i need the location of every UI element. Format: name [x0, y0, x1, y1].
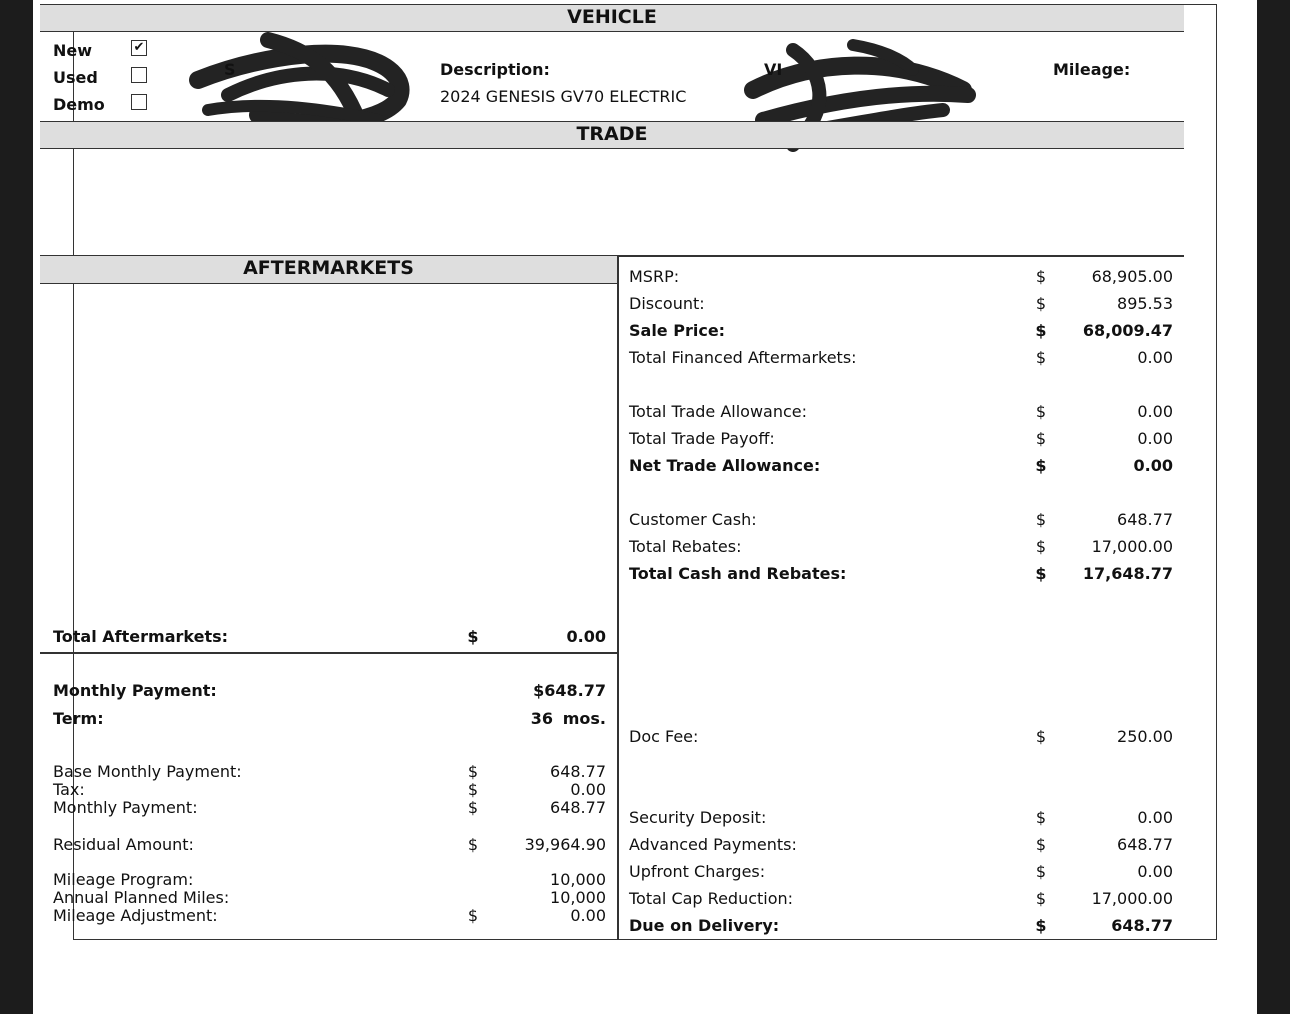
- breakdown-currency-monthly: $: [467, 798, 479, 817]
- monthly-payment-value: $648.77: [533, 681, 606, 700]
- discount-label: Discount:: [629, 294, 705, 313]
- breakdown-value-base: 648.77: [550, 762, 606, 781]
- column-divider: [617, 256, 619, 940]
- total-rebates-value: 17,000.00: [1091, 537, 1173, 556]
- mileage-program-label: Mileage Program:: [53, 870, 194, 889]
- residual-label: Residual Amount:: [53, 835, 194, 854]
- advanced-payments-value: 648.77: [1117, 835, 1173, 854]
- breakdown-label-monthly: Monthly Payment:: [53, 798, 198, 817]
- advanced-payments-label: Advanced Payments:: [629, 835, 797, 854]
- msrp-value: 68,905.00: [1091, 267, 1173, 286]
- discount-currency: $: [1035, 294, 1047, 313]
- vin-label: VI: [764, 60, 783, 79]
- cash-rebates-currency: $: [1035, 564, 1047, 583]
- breakdown-currency-tax: $: [467, 780, 479, 799]
- cap-reduction-value: 17,000.00: [1091, 889, 1173, 908]
- condition-checkbox-used[interactable]: [131, 67, 147, 83]
- vehicle-section-header: VEHICLE: [40, 4, 1184, 32]
- trade-section-header: TRADE: [40, 121, 1184, 149]
- trade-payoff-label: Total Trade Payoff:: [629, 429, 775, 448]
- cash-rebates-value: 17,648.77: [1082, 564, 1173, 583]
- mileage-adjustment-currency: $: [467, 906, 479, 925]
- breakdown-value-monthly: 648.77: [550, 798, 606, 817]
- condition-label-used: Used: [53, 68, 98, 87]
- mileage-label: Mileage:: [1053, 60, 1131, 79]
- condition-checkbox-demo[interactable]: [131, 94, 147, 110]
- breakdown-label-tax: Tax:: [53, 780, 85, 799]
- mileage-adjustment-label: Mileage Adjustment:: [53, 906, 218, 925]
- trade-payoff-currency: $: [1035, 429, 1047, 448]
- net-trade-currency: $: [1035, 456, 1047, 475]
- cap-reduction-currency: $: [1035, 889, 1047, 908]
- due-on-delivery-value: 648.77: [1111, 916, 1173, 935]
- customer-cash-value: 648.77: [1117, 510, 1173, 529]
- financed-aftermarkets-label: Total Financed Aftermarkets:: [629, 348, 857, 367]
- security-deposit-currency: $: [1035, 808, 1047, 827]
- description-label: Description:: [440, 60, 550, 79]
- doc-fee-currency: $: [1035, 727, 1047, 746]
- doc-fee-value: 250.00: [1117, 727, 1173, 746]
- security-deposit-value: 0.00: [1137, 808, 1173, 827]
- financed-aftermarkets-value: 0.00: [1137, 348, 1173, 367]
- due-on-delivery-currency: $: [1035, 916, 1047, 935]
- total-aftermarkets-value: 0.00: [566, 627, 606, 646]
- residual-currency: $: [467, 835, 479, 854]
- upfront-charges-label: Upfront Charges:: [629, 862, 766, 881]
- upfront-charges-value: 0.00: [1137, 862, 1173, 881]
- total-aftermarkets-label: Total Aftermarkets:: [53, 627, 229, 646]
- total-aftermarkets-currency: $: [467, 627, 479, 646]
- sale-price-label: Sale Price:: [629, 321, 726, 340]
- trade-allowance-value: 0.00: [1137, 402, 1173, 421]
- stock-label: S: [224, 60, 236, 79]
- discount-value: 895.53: [1117, 294, 1173, 313]
- term-label: Term:: [53, 709, 104, 728]
- advanced-payments-currency: $: [1035, 835, 1047, 854]
- term-value: 36: [530, 709, 553, 728]
- condition-checkbox-new[interactable]: [131, 40, 147, 56]
- cash-rebates-label: Total Cash and Rebates:: [629, 564, 847, 583]
- financed-aftermarkets-currency: $: [1035, 348, 1047, 367]
- trade-allowance-label: Total Trade Allowance:: [629, 402, 808, 421]
- term-unit: mos.: [562, 709, 606, 728]
- document-page: [33, 0, 1257, 1014]
- aftermarkets-section-header: AFTERMARKETS: [40, 256, 618, 284]
- sale-price-currency: $: [1035, 321, 1047, 340]
- residual-value: 39,964.90: [524, 835, 606, 854]
- net-trade-value: 0.00: [1133, 456, 1173, 475]
- sale-price-value: 68,009.47: [1082, 321, 1173, 340]
- customer-cash-label: Customer Cash:: [629, 510, 757, 529]
- breakdown-label-base: Base Monthly Payment:: [53, 762, 242, 781]
- condition-label-demo: Demo: [53, 95, 105, 114]
- breakdown-value-tax: 0.00: [570, 780, 606, 799]
- total-rebates-label: Total Rebates:: [629, 537, 742, 556]
- breakdown-currency-base: $: [467, 762, 479, 781]
- trade-allowance-currency: $: [1035, 402, 1047, 421]
- trade-payoff-value: 0.00: [1137, 429, 1173, 448]
- mileage-program-value: 10,000: [550, 870, 606, 889]
- condition-label-new: New: [53, 41, 93, 60]
- aftermarkets-bottom-rule: [40, 652, 618, 654]
- msrp-label: MSRP:: [629, 267, 680, 286]
- mileage-adjustment-value: 0.00: [570, 906, 606, 925]
- security-deposit-label: Security Deposit:: [629, 808, 767, 827]
- monthly-payment-label: Monthly Payment:: [53, 681, 217, 700]
- msrp-currency: $: [1035, 267, 1047, 286]
- check-icon: ✔: [133, 40, 145, 55]
- customer-cash-currency: $: [1035, 510, 1047, 529]
- annual-miles-label: Annual Planned Miles:: [53, 888, 230, 907]
- cap-reduction-label: Total Cap Reduction:: [629, 889, 794, 908]
- total-rebates-currency: $: [1035, 537, 1047, 556]
- due-on-delivery-label: Due on Delivery:: [629, 916, 780, 935]
- description-value: 2024 GENESIS GV70 ELECTRIC: [440, 87, 687, 106]
- doc-fee-label: Doc Fee:: [629, 727, 699, 746]
- annual-miles-value: 10,000: [550, 888, 606, 907]
- net-trade-label: Net Trade Allowance:: [629, 456, 821, 475]
- upfront-charges-currency: $: [1035, 862, 1047, 881]
